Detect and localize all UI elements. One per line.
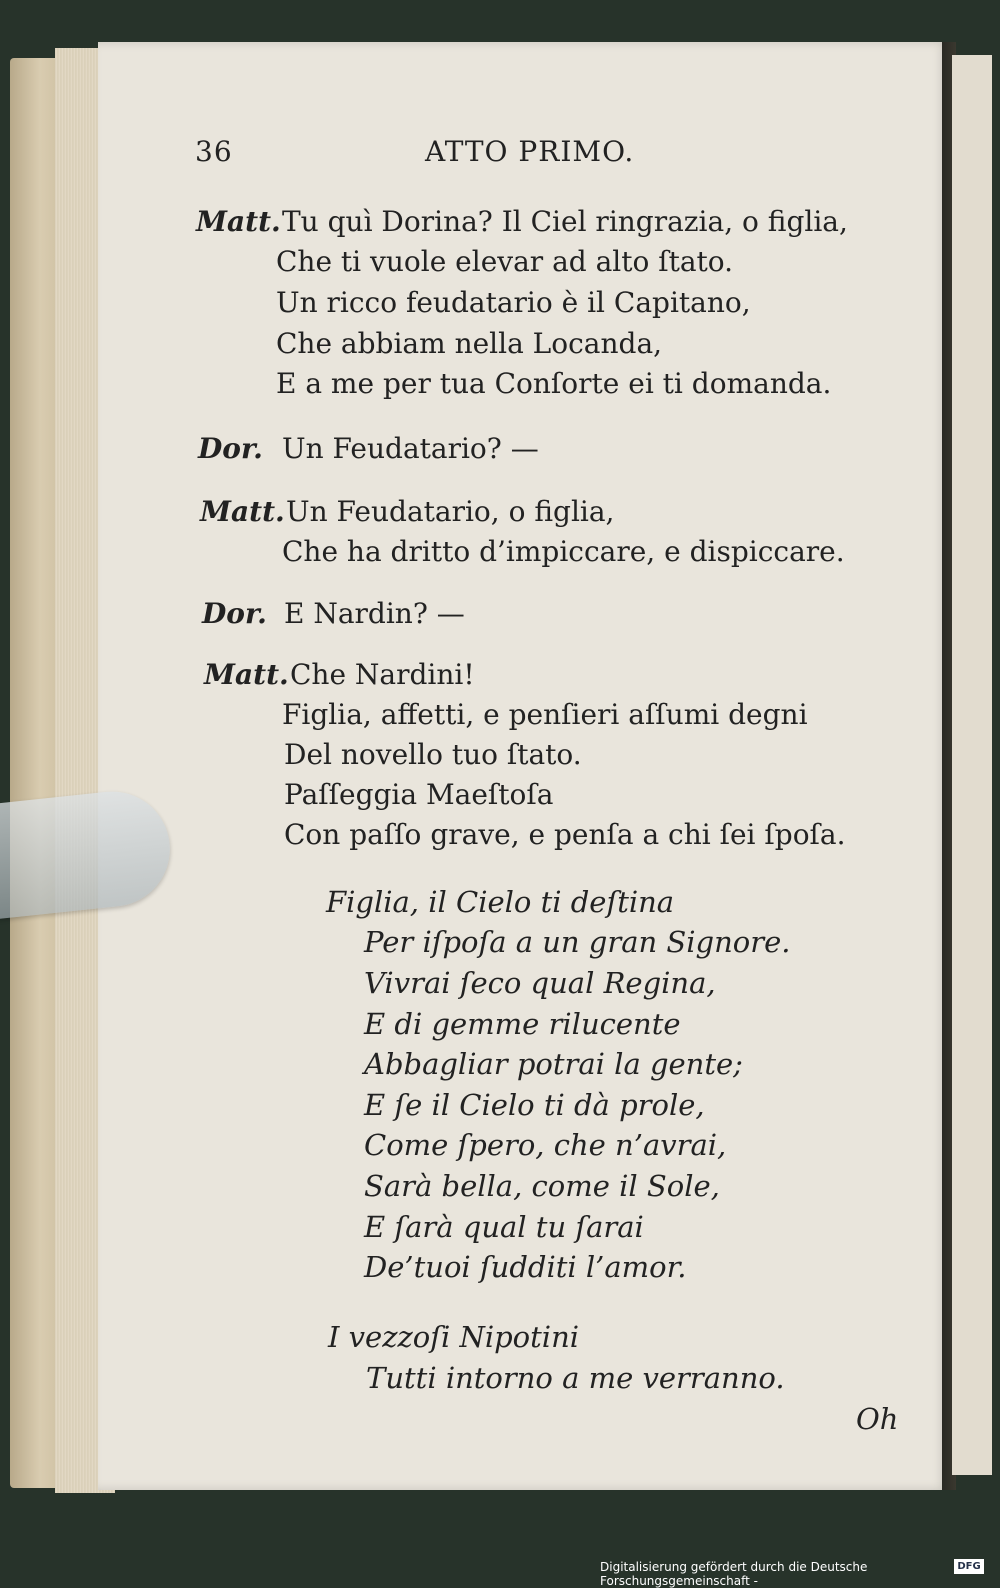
page-number: 36 [195,135,233,168]
verse-line: Un ricco feudatario è il Capitano, [276,286,751,319]
aria-line: Sarà bella, come il Sole, [364,1169,720,1203]
catchword: Oh [856,1402,899,1436]
aria-line: Come ſpero, che n’avrai, [364,1128,727,1162]
speaker-label: Matt. [200,495,285,528]
speaker-label: Matt. [204,658,289,691]
speaker-label: Matt. [196,205,281,238]
verse-line: Che abbiam nella Locanda, [276,327,663,360]
verse-line: Paſſeggia Maeſtoſa [284,778,554,811]
verse-line: Che ti vuole elevar ad alto ſtato. [276,245,734,278]
verse-line: Che Nardini! [290,658,475,691]
verse-line: E Nardin? — [284,597,465,630]
aria-line: Tutti intorno a me verranno. [366,1361,785,1395]
aria-line: E di gemme rilucente [364,1007,681,1041]
verse-line: Del novello tuo ſtato. [284,738,582,771]
speaker-label: Dor. [202,597,267,630]
aria-line: Abbagliar potrai la gente; [364,1047,743,1081]
digitization-credit: Digitalisierung gefördert durch die Deutsche Forschungsgemeinschaft - [600,1560,868,1588]
verse-line: Un Feudatario? — [282,432,539,465]
facing-page-edge [952,55,992,1475]
running-title: ATTO PRIMO. [425,135,635,168]
verse-line: E a me per tua Conſorte ei ti domanda. [276,367,832,400]
verse-line: Un Feudatario, o figlia, [286,495,615,528]
aria-line: Per iſpoſa a un gran Signore. [364,925,791,959]
aria-line: E ſe il Cielo ti dà prole, [364,1088,705,1122]
verse-line: Che ha dritto d’impiccare, e dispiccare. [282,535,845,568]
verse-line: Con paſſo grave, e penſa a chi ſei ſpoſa. [284,818,846,851]
aria-line: Figlia, il Cielo ti deſtina [326,885,675,919]
aria-line: Vivrai ſeco qual Regina, [364,966,716,1000]
speaker-label: Dor. [198,432,263,465]
verse-line: Tu quì Dorina? Il Ciel ringrazia, o figlia, [282,205,848,238]
dfg-logo: DFG [954,1559,984,1574]
aria-line: E ſarà qual tu ſarai [364,1210,644,1244]
aria-line: De’tuoi ſudditi l’amor. [364,1250,687,1284]
aria-line: I vezzoſi Nipotini [328,1320,580,1354]
verse-line: Figlia, affetti, e penſieri aſſumi degni [282,698,808,731]
